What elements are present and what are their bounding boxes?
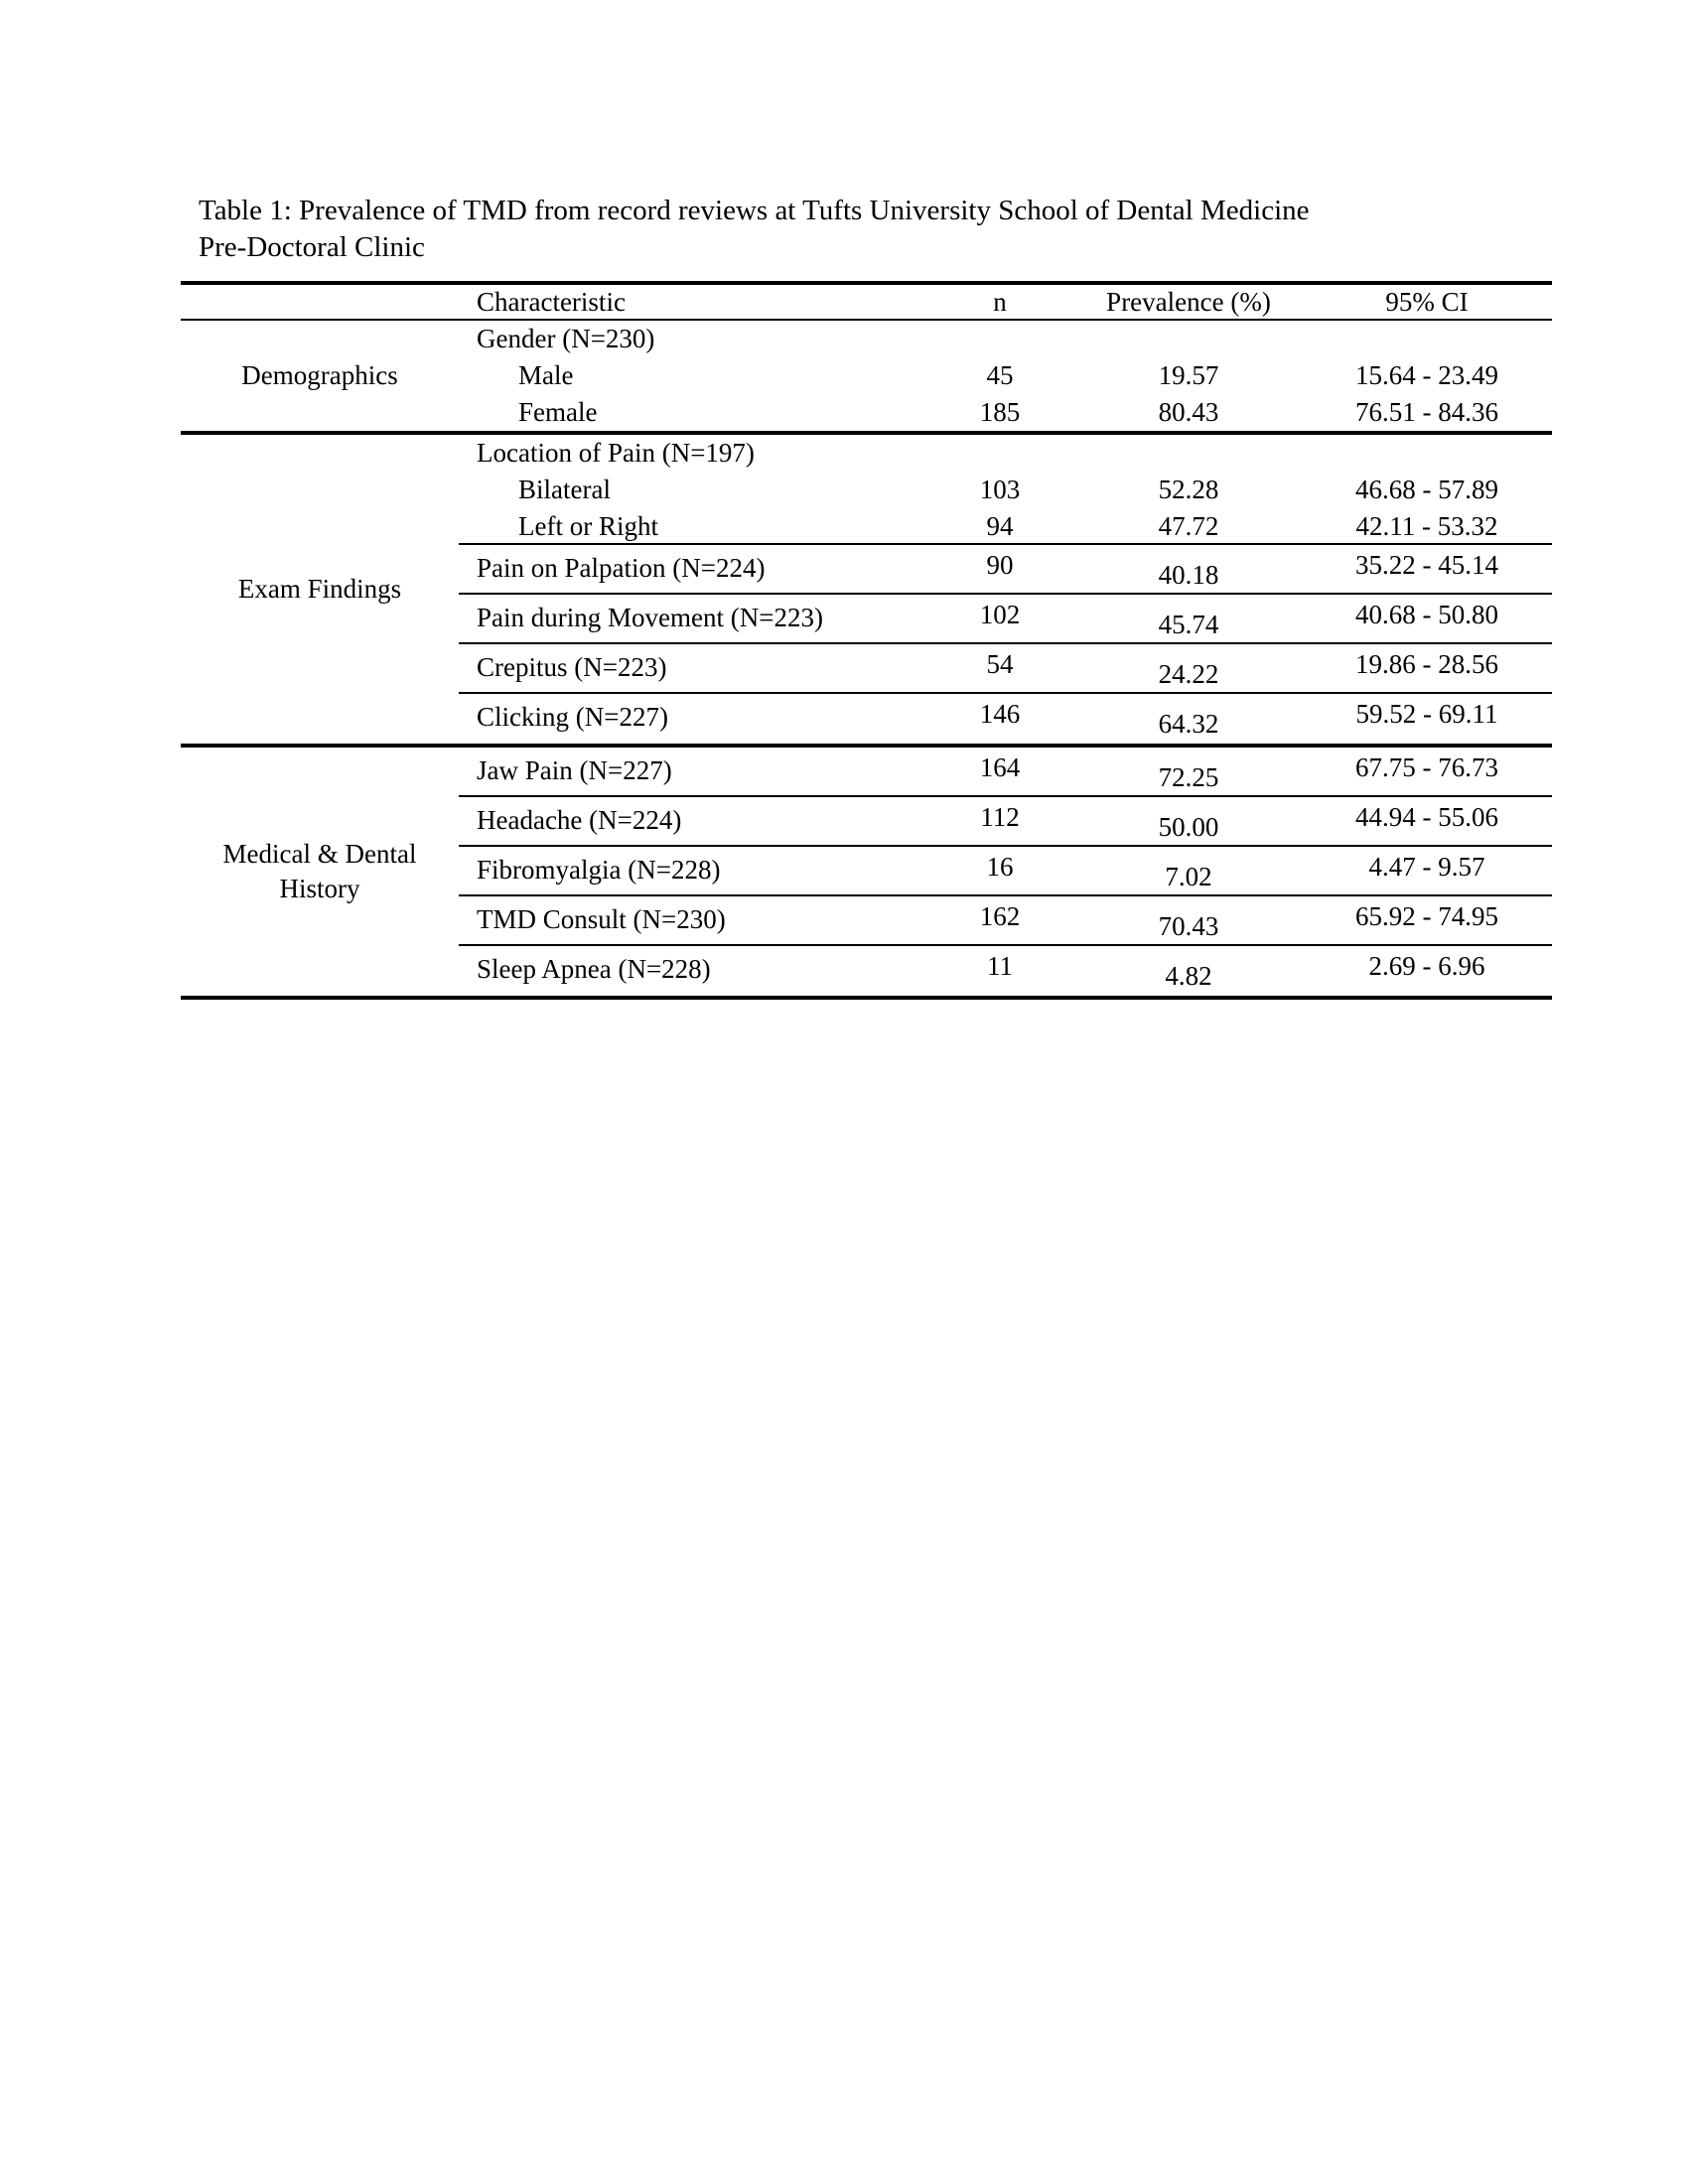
characteristic-cell: Fibromyalgia (N=228) bbox=[477, 855, 721, 885]
column-header-prevalence: Prevalence (%) bbox=[1106, 287, 1271, 317]
table-row bbox=[459, 847, 1552, 896]
table-row bbox=[459, 321, 1552, 357]
table-title-line1: Table 1: Prevalence of TMD from record reviews at Tufts University School of Dental Medicine bbox=[199, 195, 1310, 226]
section-medical-dental-history bbox=[181, 748, 1552, 1000]
table-row bbox=[459, 946, 1552, 996]
characteristic-cell: Crepitus (N=223) bbox=[477, 652, 667, 682]
n-cell: 103 bbox=[979, 475, 1021, 504]
subheader-cell: Gender (N=230) bbox=[477, 324, 655, 353]
group-label: Exam Findings bbox=[237, 574, 402, 604]
table-row bbox=[459, 644, 1552, 694]
group-label: Medical & Dental History bbox=[222, 839, 417, 903]
ci-cell: 40.68 - 50.80 bbox=[1355, 600, 1498, 629]
table-row bbox=[459, 472, 1552, 508]
prevalence-cell: 4.82 bbox=[1165, 961, 1212, 991]
table-row bbox=[459, 435, 1552, 472]
ci-cell: 44.94 - 55.06 bbox=[1355, 802, 1498, 832]
ci-cell: 76.51 - 84.36 bbox=[1355, 397, 1498, 427]
characteristic-cell: Left or Right bbox=[518, 511, 658, 541]
table-row bbox=[459, 595, 1552, 644]
prevalence-cell: 19.57 bbox=[1158, 360, 1219, 390]
ci-cell: 35.22 - 45.14 bbox=[1355, 550, 1498, 580]
table-row bbox=[459, 508, 1552, 545]
prevalence-cell: 45.74 bbox=[1158, 610, 1219, 639]
prevalence-cell: 64.32 bbox=[1158, 709, 1219, 739]
prevalence-cell: 7.02 bbox=[1165, 862, 1212, 891]
characteristic-cell: Pain during Movement (N=223) bbox=[477, 603, 823, 632]
n-cell: 146 bbox=[979, 699, 1021, 729]
table-row bbox=[459, 896, 1552, 946]
characteristic-cell: Bilateral bbox=[518, 475, 611, 504]
ci-cell: 15.64 - 23.49 bbox=[1355, 360, 1498, 390]
prevalence-cell: 47.72 bbox=[1158, 511, 1219, 541]
data-table bbox=[181, 281, 1552, 1000]
table-row bbox=[459, 694, 1552, 744]
ci-cell: 19.86 - 28.56 bbox=[1355, 649, 1498, 679]
characteristic-cell: Female bbox=[518, 397, 598, 427]
table-row bbox=[459, 797, 1552, 847]
header-spacer bbox=[181, 285, 459, 319]
ci-cell: 65.92 - 74.95 bbox=[1355, 901, 1498, 931]
prevalence-cell: 72.25 bbox=[1158, 762, 1219, 792]
table-row bbox=[459, 357, 1552, 394]
table-title-line2: Pre-Doctoral Clinic bbox=[199, 231, 425, 263]
characteristic-cell: Clicking (N=227) bbox=[477, 702, 668, 732]
characteristic-cell: Jaw Pain (N=227) bbox=[477, 755, 672, 785]
table-row bbox=[459, 394, 1552, 431]
n-cell: 16 bbox=[986, 852, 1014, 882]
column-header-n: n bbox=[993, 287, 1007, 317]
n-cell: 102 bbox=[979, 600, 1021, 629]
characteristic-cell: Sleep Apnea (N=228) bbox=[477, 954, 711, 984]
n-cell: 162 bbox=[979, 901, 1021, 931]
prevalence-cell: 40.18 bbox=[1158, 560, 1219, 590]
n-cell: 11 bbox=[987, 951, 1013, 981]
characteristic-cell: TMD Consult (N=230) bbox=[477, 904, 726, 934]
ci-cell: 46.68 - 57.89 bbox=[1355, 475, 1498, 504]
ci-cell: 59.52 - 69.11 bbox=[1355, 699, 1498, 729]
n-cell: 54 bbox=[986, 649, 1014, 679]
ci-cell: 2.69 - 6.96 bbox=[1368, 951, 1485, 981]
table-row bbox=[459, 748, 1552, 797]
section-demographics bbox=[181, 321, 1552, 435]
characteristic-cell: Male bbox=[518, 360, 574, 390]
characteristic-cell: Pain on Palpation (N=224) bbox=[477, 553, 766, 583]
table-title bbox=[199, 193, 1549, 266]
n-cell: 112 bbox=[980, 802, 1020, 832]
ci-cell: 67.75 - 76.73 bbox=[1355, 752, 1498, 782]
prevalence-cell: 52.28 bbox=[1158, 475, 1219, 504]
subheader-cell: Location of Pain (N=197) bbox=[477, 438, 755, 468]
ci-cell: 42.11 - 53.32 bbox=[1355, 511, 1498, 541]
prevalence-cell: 70.43 bbox=[1158, 911, 1219, 941]
prevalence-cell: 80.43 bbox=[1158, 397, 1219, 427]
n-cell: 90 bbox=[986, 550, 1014, 580]
section-exam-findings bbox=[181, 435, 1552, 748]
header-row bbox=[181, 285, 1552, 321]
column-header-characteristic: Characteristic bbox=[477, 287, 626, 317]
characteristic-cell: Headache (N=224) bbox=[477, 805, 682, 835]
ci-cell: 4.47 - 9.57 bbox=[1368, 852, 1485, 882]
group-label: Demographics bbox=[241, 360, 398, 390]
n-cell: 185 bbox=[979, 397, 1021, 427]
prevalence-cell: 24.22 bbox=[1158, 659, 1219, 689]
n-cell: 94 bbox=[986, 511, 1014, 541]
column-header-ci: 95% CI bbox=[1385, 287, 1469, 317]
n-cell: 45 bbox=[986, 360, 1014, 390]
prevalence-cell: 50.00 bbox=[1158, 812, 1219, 842]
table-row bbox=[459, 545, 1552, 595]
n-cell: 164 bbox=[979, 752, 1021, 782]
